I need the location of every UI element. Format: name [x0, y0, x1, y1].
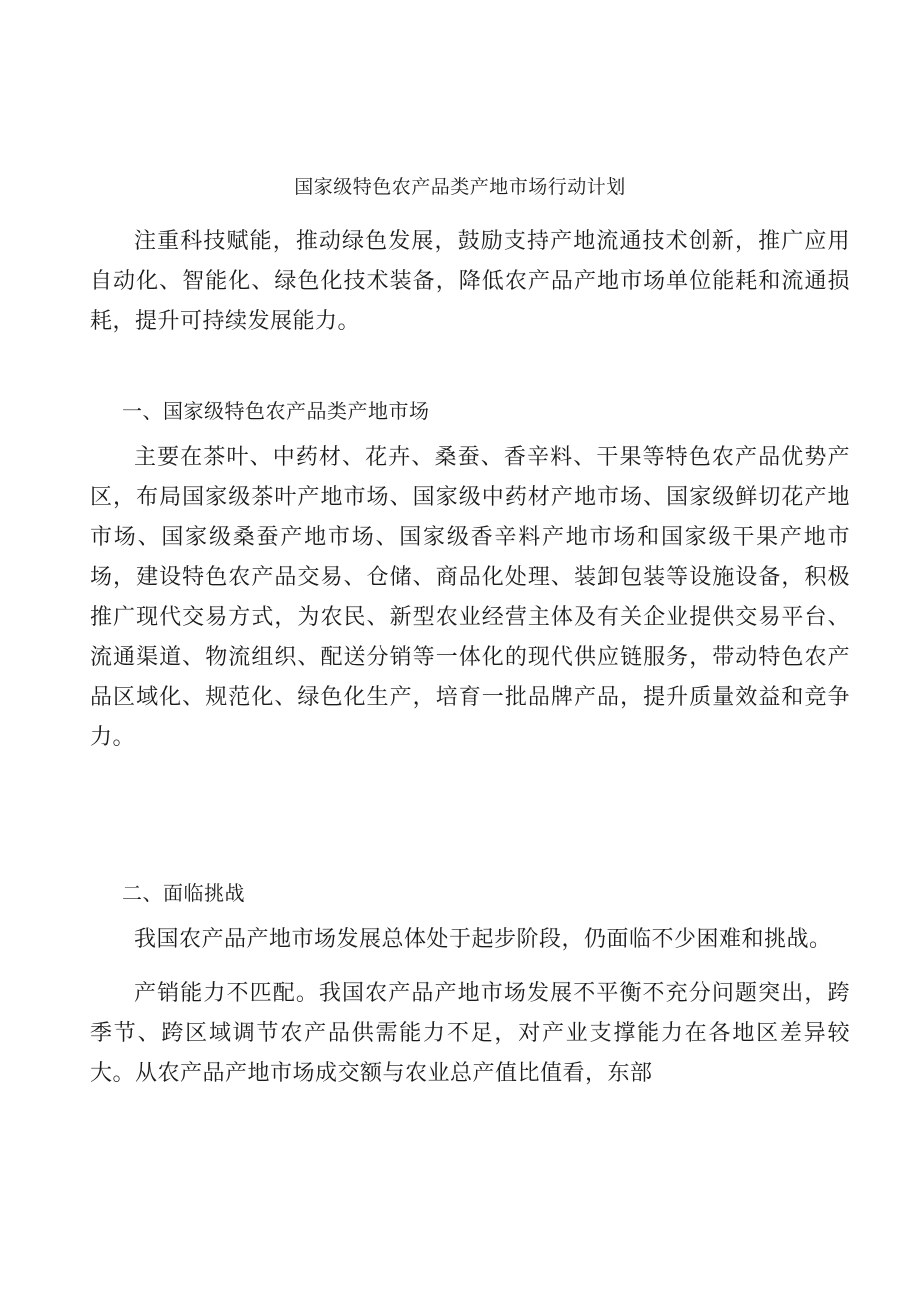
section-heading-2: 二、面临挑战	[122, 881, 245, 905]
section-2-paragraph-2: 产销能力不匹配。我国农产品产地市场发展不平衡不充分问题突出，跨季节、跨区域调节农产品供需能力不足，对产业支撑能力在各地区差异较大。从农产品产地市场成交额与农业总产值比值看，东部	[90, 981, 850, 1086]
intro-paragraph: 注重科技赋能，推动绿色发展，鼓励支持产地流通技术创新，推广应用自动化、智能化、绿色化技术装备，降低农产品产地市场单位能耗和流通损耗，提升可持续发展能力。	[90, 229, 850, 334]
document-title: 国家级特色农产品类产地市场行动计划	[294, 176, 626, 198]
section-1-paragraph-1: 主要在茶叶、中药材、花卉、桑蚕、香辛料、干果等特色农产品优势产区，布局国家级茶叶产地市场、国家级中药材产地市场、国家级鲜切花产地市场、国家级桑蚕产地市场、国家级香辛料产地市场和国家级干果产地市场，建设特色农产品交易、仓储、商品化处理、装卸包装等设施设备，积极推广现代交易方式，为农民、新型农业经营主体及有关企业提供交易平台、流通渠道、物流组织、配送分销等一体化的现代供应链服务，带动特色农产品区域化、规范化、绿色化生产，培育一批品牌产品，提升质量效益和竞争力。	[90, 445, 850, 750]
section-heading-1: 一、国家级特色农产品类产地市场	[122, 399, 430, 423]
section-2-paragraph-1: 我国农产品产地市场发展总体处于起步阶段，仍面临不少困难和挑战。	[134, 927, 832, 952]
